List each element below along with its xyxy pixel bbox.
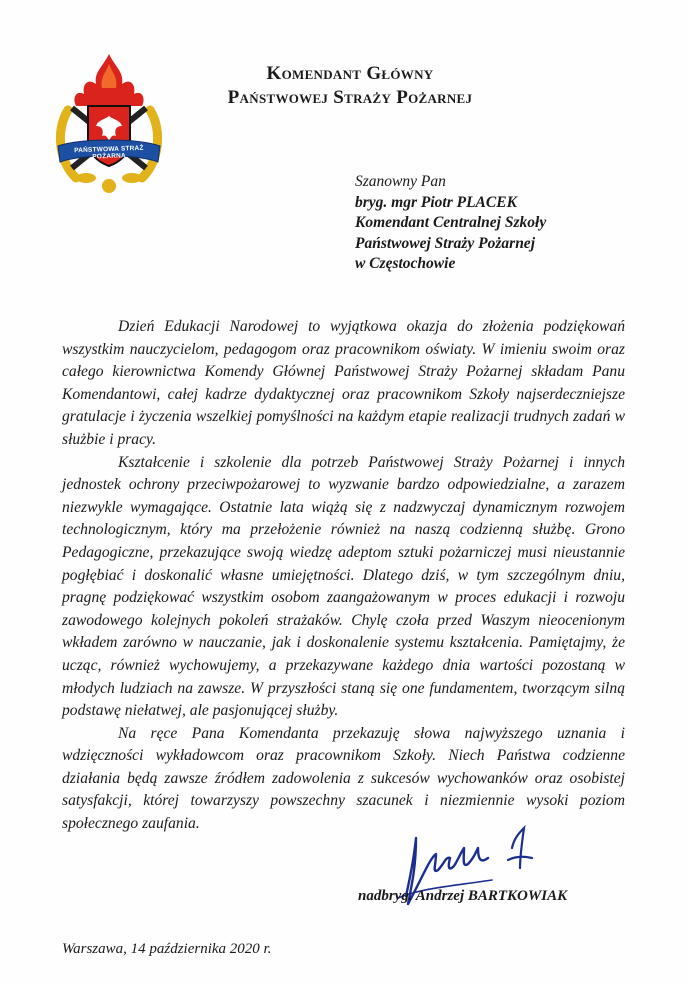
letter-body: [62, 316, 625, 836]
addressee-position-line2: Państwowej Straży Pożarnej: [355, 234, 535, 252]
addressee-block: [355, 172, 675, 275]
body-paragraph-1: Dzień Edukacji Narodowej to wyjątkowa okazja do złożenia podziękowań wszystkim nauczycielom, pedagogom oraz pracownikom oświaty. W imieniu swoim oraz całego kierownictwa Komendy Głównej Państwowej Straży Pożarnej składam Panu Komendantowi, całej kadrze dydaktycznej oraz pracownikom Szkoły najserdeczniejsze gratulacje i życzenia wszelkiej pomyślności na każdym etapie realizacji trudnych zadań w służbie i pracy.: [62, 318, 625, 448]
fire-service-emblem-icon: [50, 50, 168, 200]
letterhead-title: [185, 62, 515, 110]
addressee-salutation: Szanowny Pan: [355, 173, 446, 190]
letterhead-title-line2: Państwowej Straży Pożarnej: [227, 87, 473, 108]
emblem-banner-text: PAŃSTWOWA STRAŻ POŻARNA: [74, 144, 144, 161]
addressee-location: w Częstochowie: [355, 255, 456, 272]
addressee-position-line1: Komendant Centralnej Szkoły: [355, 214, 547, 231]
signature-name: nadbryg. Andrzej BARTKOWIAK: [358, 888, 568, 904]
letterhead-title-line1: Komendant Główny: [266, 63, 434, 84]
addressee-name: bryg. mgr Piotr PLACEK: [355, 193, 517, 211]
body-paragraph-2: Kształcenie i szkolenie dla potrzeb Państwowej Straży Pożarnej i innych jednostek ochrony przeciwpożarowej to wyzwanie bardzo odpowiedzialne, a zarazem niezwykle wymagające. Ostatnie lata wiążą się z nadzwyczaj dynamicznym rozwojem technologicznym, który ma przełożenie również na naszą codzienną służbę. Grono Pedagogiczne, przekazujące swoją wiedzę adeptom sztuki pożarniczej musi nieustannie pogłębiać i doskonalić własne umiejętności. Dlatego dziś, w tym szczególnym dniu, pragnę podziękować wszystkim osobom zaangażowanym w proces edukacji i rozwoju zawodowego kolejnych pokoleń strażaków. Chylę czoła przed Waszym nieocenionym wkładem zarówno w nauczanie, jak i doskonalenie systemu kształcenia. Pamiętajmy, że ucząc, również wychowujemy, a przekazywane każdego dnia wartości pozostaną w młodych ludziach na zawsze. W przyszłości staną się one fundamentem, tworzącym silną podstawę niełatwej, ale pasjonującej służby.: [62, 453, 625, 720]
place-and-date: Warszawa, 14 października 2020 r.: [62, 941, 272, 957]
body-paragraph-3: Na ręce Pana Komendanta przekazuję słowa najwyższego uznania i wdzięczności wykładowcom oraz pracownikom Szkoły. Niech Państwa codzienne działania będą zawsze źródłem zadowolenia z sukcesów wychowanków oraz osobistej satysfakcji, której towarzyszy powszechny szacunek i niezmiennie wysoki poziom społecznego zaufania.: [62, 724, 625, 833]
